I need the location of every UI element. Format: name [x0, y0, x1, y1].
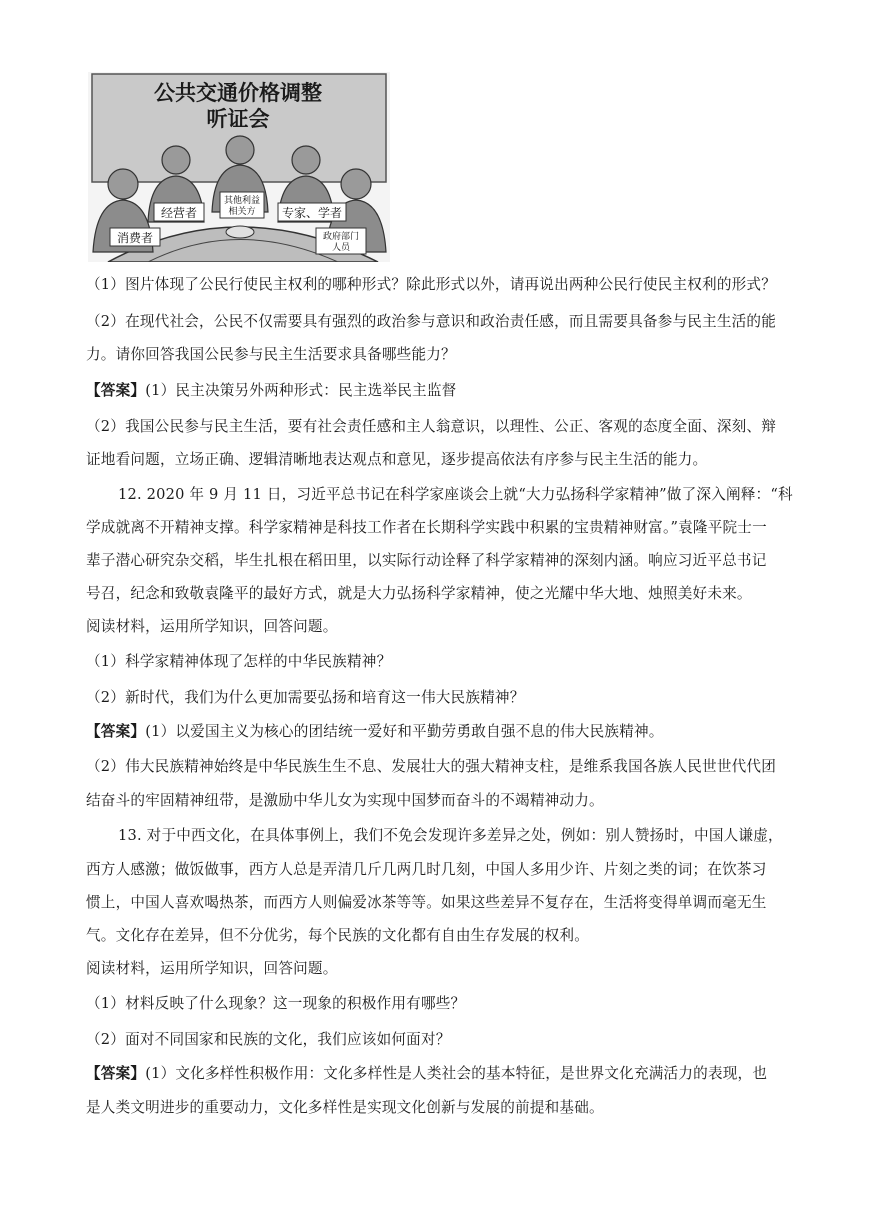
q13-sub1: （1）材料反映了什么现象？这一现象的积极作用有哪些？ [86, 995, 466, 1012]
q12-instruction: 阅读材料，运用所学知识，回答问题。 [86, 618, 338, 635]
q11-answer1-text: (1）民主决策另外两种形式：民主选举民主监督 [145, 382, 457, 399]
answer-tag: 【答案】 [86, 1065, 146, 1082]
answer-tag: 【答案】 [86, 723, 146, 740]
q12-line1: 12. 2020 年 9 月 11 日，习近平总书记在科学家座谈会上就“大力弘扬科学家精神”做了深入阐释：“科 [118, 486, 793, 503]
q11-sub2-line2: 力。请你回答我国公民参与民主生活要求具备哪些能力？ [86, 346, 456, 363]
q12-answer1 [86, 722, 664, 742]
q11-sub2-line1: （2）在现代社会，公民不仅需要具有强烈的政治参与意识和政治责任感，而且需要具备参与民主生活的能 [86, 313, 777, 330]
q12-answer2-line2: 结奋斗的牢固精神纽带，是激励中华儿女为实现中国梦而奋斗的不竭精神动力。 [86, 792, 604, 809]
q13-sub2: （2）面对不同国家和民族的文化，我们应该如何面对？ [86, 1031, 451, 1048]
q12-line2: 学成就离不开精神支撑。科学家精神是科技工作者在长期科学实践中积累的宝贵精神财富。”袁隆平院士一 [86, 519, 767, 536]
label-stakeholder-line1: 其他利益 [223, 196, 261, 206]
banner-title-line1: 公共交通价格调整 [154, 81, 322, 105]
q11-answer2-line2: 证地看问题，立场正确、逻辑清晰地表达观点和意见，逐步提高依法有序参与民主生活的能力。 [86, 451, 708, 468]
label-consumer: 消费者 [116, 231, 154, 245]
q13-instruction: 阅读材料，运用所学知识，回答问题。 [86, 960, 338, 977]
table-flowers [226, 226, 254, 238]
answer-tag: 【答案】 [86, 382, 146, 399]
label-stakeholder-line2: 相关方 [228, 207, 256, 217]
q12-sub1: （1）科学家精神体现了怎样的中华民族精神？ [86, 653, 392, 670]
q11-sub1: （1）图片体现了公民行使民主权利的哪种形式？除此形式以外，请再说出两种公民行使民主权利的形式？ [86, 276, 777, 293]
q13-line3: 惯上，中国人喜欢喝热茶，而西方人则偏爱冰茶等等。如果这些差异不复存在，生活将变得单调而毫无生 [86, 894, 767, 911]
q12-line4: 号召，纪念和致敬袁隆平的最好方式，就是大力弘扬科学家精神，使之光耀中华大地、烛照美好未来。 [86, 585, 752, 602]
q12-line3: 辈子潜心研究杂交稻，毕生扎根在稻田里，以实际行动诠释了科学家精神的深刻内涵。响应习近平总书记 [86, 552, 767, 569]
q12-sub2: （2）新时代，我们为什么更加需要弘扬和培育这一伟大民族精神？ [86, 689, 525, 706]
q13-line2: 西方人感激；做饭做事，西方人总是弄清几斤几两几时几刻，中国人多用少许、片刻之类的词；在饮茶习 [86, 861, 767, 878]
q13-line4: 气。文化存在差异，但不分优劣，每个民族的文化都有自由生存发展的权利。 [86, 927, 589, 944]
q11-answer2-line1: （2）我国公民参与民主生活，要有社会责任感和主人翁意识，以理性、公正、客观的态度全面、深刻、辩 [86, 418, 777, 435]
q13-answer1-line1 [86, 1064, 767, 1084]
q12-answer1-text: (1）以爱国主义为核心的团结统一爱好和平勤劳勇敢自强不息的伟大民族精神。 [145, 723, 664, 740]
q12-answer2-line1: （2）伟大民族精神始终是中华民族生生不息、发展壮大的强大精神支柱，是维系我国各族人民世世代代团 [86, 758, 777, 775]
q13-answer1-line2: 是人类文明进步的重要动力，文化多样性是实现文化创新与发展的前提和基础。 [86, 1099, 604, 1116]
label-operator: 经营者 [160, 206, 198, 220]
q13-answer1-text: (1）文化多样性积极作用：文化多样性是人类社会的基本特征，是世界文化充满活力的表现，也 [145, 1065, 768, 1082]
banner-title-line2: 听证会 [206, 107, 270, 131]
label-expert: 专家、学者 [281, 206, 343, 220]
hearing-illustration [88, 72, 390, 262]
q13-line1: 13. 对于中西文化，在具体事例上，我们不免会发现许多差异之处，例如：别人赞扬时，中国人谦虚， [118, 827, 783, 844]
label-government-line1: 政府部门 [322, 232, 360, 242]
q11-answer1 [86, 381, 456, 401]
label-government-line2: 人员 [331, 243, 351, 253]
